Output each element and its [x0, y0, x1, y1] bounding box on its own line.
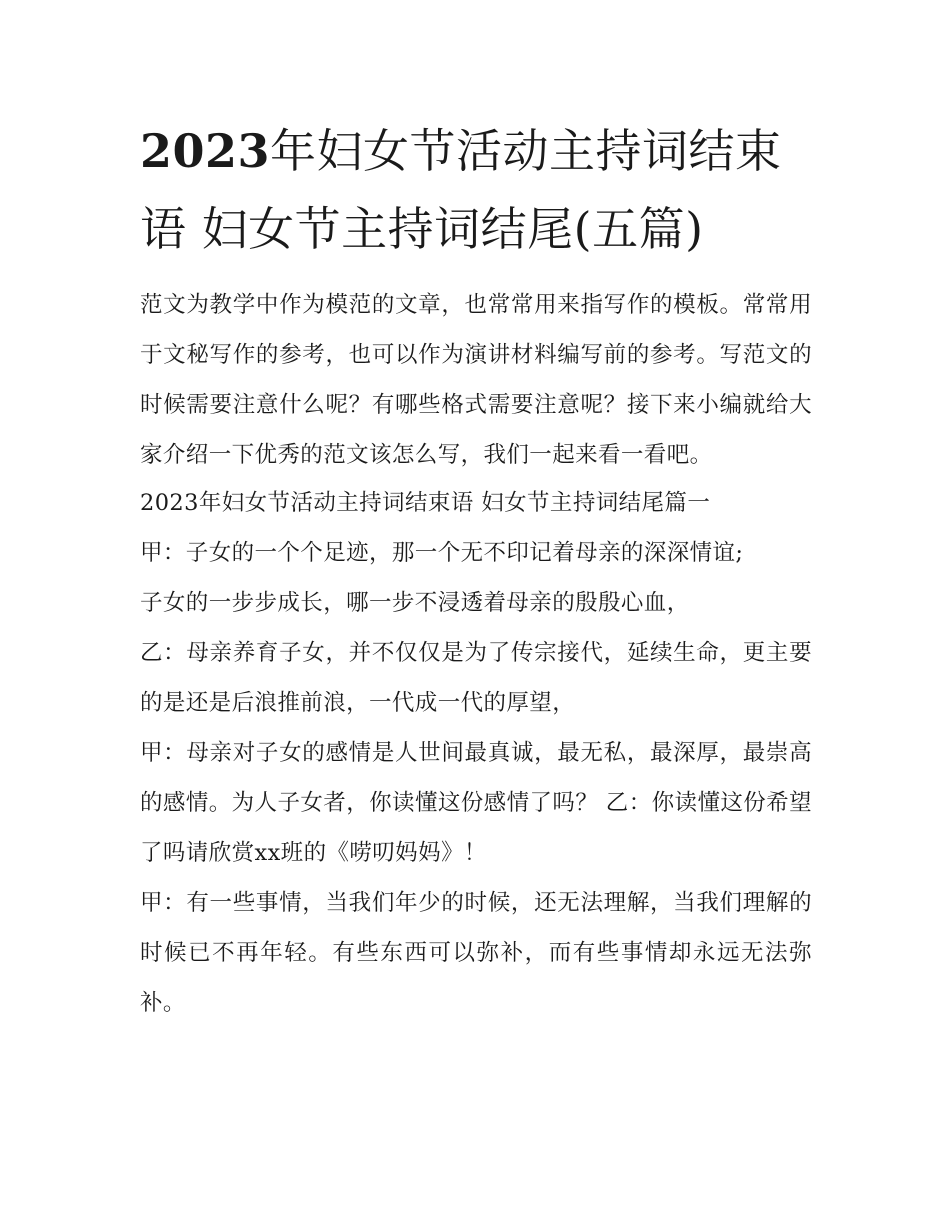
document-body: [140, 280, 812, 1028]
section-heading: 2023年妇女节活动主持词结束语 妇女节主持词结尾篇一: [140, 490, 711, 516]
dialogue-line: 乙：母亲养育子女，并不仅仅是为了传宗接代，延续生命，更主要的是还是后浪推前浪，一代成一代的厚望，: [140, 640, 812, 716]
title-text: 年妇女节活动主持词结束语 妇女节主持词结尾(五篇): [140, 124, 782, 256]
document-page: [140, 112, 812, 1028]
dialogue-line: 甲：有一些事情，当我们年少的时候，还无法理解，当我们理解的时候已不再年轻。有些东西可以弥补，而有些事情却永远无法弥补。: [140, 890, 812, 1016]
dialogue-line: 甲：子女的一个个足迹，那一个无不印记着母亲的深深情谊;: [140, 540, 744, 566]
document-title: [140, 112, 812, 268]
title-year: 2023: [140, 124, 271, 178]
intro-paragraph: 范文为教学中作为模范的文章，也常常用来指写作的模板。常常用于文秘写作的参考，也可以作为演讲材料编写前的参考。写范文的时候需要注意什么呢？有哪些格式需要注意呢？接下来小编就给大家介绍一下优秀的范文该怎么写，我们一起来看一看吧。: [140, 292, 812, 468]
dialogue-line: 子女的一步步成长，哪一步不浸透着母亲的殷殷心血，: [140, 590, 690, 616]
dialogue-line: 甲：母亲对子女的感情是人世间最真诚，最无私，最深厚，最崇高的感情。为人子女者，你读懂这份感情了吗？ 乙：你读懂这份希望了吗请欣赏xx班的《唠叨妈妈》！: [140, 740, 812, 866]
